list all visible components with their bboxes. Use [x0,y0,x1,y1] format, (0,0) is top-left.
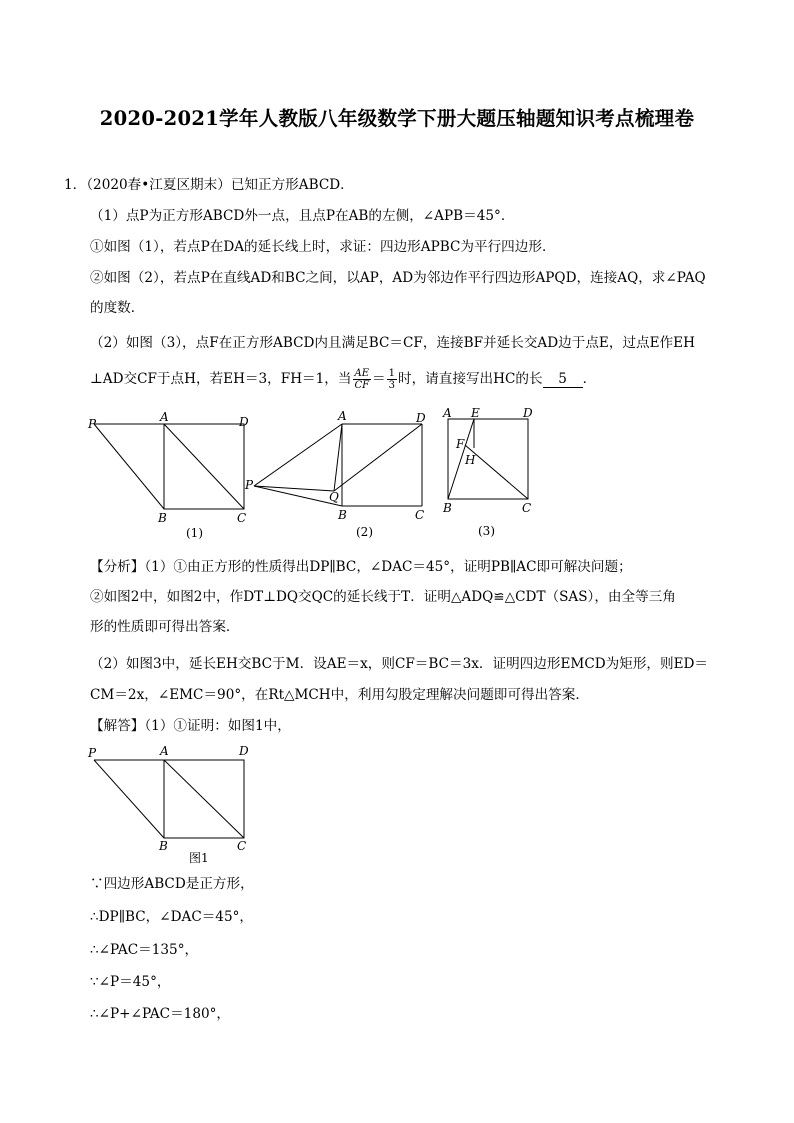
fig2-caption: (2) [356,525,373,539]
fig4-label-p: P [88,746,97,760]
fig3-label-b: B [443,501,452,515]
figure-1 [84,412,254,542]
fig2-label-c: C [415,508,425,522]
figure-2 [242,408,432,543]
fig2-label-a: A [338,409,347,423]
fig2-label-q: Q [329,490,339,504]
fraction-equals: ＝ [372,371,386,387]
fraction2-denominator: 3 [388,380,395,391]
fig3-label-a: A [443,406,452,420]
part2-text-b: 时，请直接写出HC的长 [398,371,543,387]
fig1-label-c: C [237,511,247,525]
problem-part1b-line2: 的度数． [90,300,145,316]
fig4-label-c: C [237,839,247,853]
solution-step1: ∵四边形ABCD是正方形， [90,876,254,892]
fig3-label-c: C [522,501,532,515]
solution-line1 [90,716,291,736]
fig1-label-b: B [158,511,167,525]
fraction2-numerator: 1 [388,368,395,379]
problem-part2-line1: （2）如图（3），点F在正方形ABCD内且满足BC＝CF，连接BF并延长交AD边于点E，过点E作EH [90,335,695,351]
solution-step3: ∴∠PAC＝135°， [90,942,199,958]
fraction-numerator: AE [354,368,370,379]
figure-3 [440,405,540,540]
fig1-label-p: P [88,417,97,431]
fig3-label-h: H [465,453,476,467]
fig4-label-b: B [159,839,168,853]
fig1-label-d: D [239,415,249,429]
solution-step5: ∴∠P+∠PAC＝180°， [90,1006,231,1022]
fig1-label-a: A [160,412,169,424]
analysis-line2: ②如图2中，如图2中，作DT⊥DQ交QC的延长线于T．证明△ADQ≌△CDT（SAS），由全等三角 [90,589,676,605]
fig4-label-d: D [239,744,249,758]
analysis-tag: 【分析】 [90,559,145,575]
analysis-line1 [90,557,632,577]
problem-source: （2020春•江夏区期末）已知正方形ABCD． [86,177,354,193]
fig1-caption: (1) [186,526,203,540]
fig2-label-p: P [245,478,254,492]
problem-part1: （1）点P为正方形ABCD外一点，且点P在AB的左侧，∠APB＝45°． [90,208,515,224]
problem-number: 1． [64,177,87,193]
fig4-label-a: A [160,744,169,758]
fraction-ae-cf [353,368,372,391]
fig3-caption: (3) [478,524,495,538]
part2-text-a: ⊥AD交CF于点H，若EH＝3，FH＝1，当 [90,371,352,387]
part2-text-c: ． [582,371,597,387]
solution-text-1: （1）①证明：如图1中， [144,718,291,734]
problem-header [64,175,354,195]
fig2-label-d: D [416,411,426,425]
analysis-line4: （2）如图3中，延长EH交BC于M．设AE＝x，则CF＝BC＝3x．证明四边形EMCD为矩形，则ED＝ [90,656,709,672]
solution-tag: 【解答】 [90,718,145,734]
fraction-one-third [387,368,397,391]
figure-solution-1 [84,740,254,868]
fraction-denominator: CF [354,380,370,391]
problem-part2-line2 [90,368,596,391]
fig3-label-d: D [523,406,533,420]
analysis-text-1: （1）①由正方形的性质得出DP∥BC，∠DAC＝45°，证明PB∥AC即可解决问题； [144,559,632,575]
analysis-line3: 形的性质即可得出答案． [90,619,240,635]
answer-blank: 5 [543,372,583,388]
analysis-line5: CM＝2x，∠EMC＝90°，在Rt△MCH中，利用勾股定理解决问题即可得出答案． [90,687,589,703]
problem-part1b-line1: ②如图（2），若点P在直线AD和BC之间，以AP，AD为邻边作平行四边形APQD，连接AQ，求∠PAQ [90,270,706,286]
fig3-label-f: F [456,437,465,451]
fig3-label-e: E [471,406,480,420]
problem-part1a: ①如图（1），若点P在DA的延长线上时，求证：四边形APBC为平行四边形． [90,239,556,255]
solution-step4: ∵∠P＝45°， [90,974,171,990]
page-title: 2020-2021学年人教版八年级数学下册大题压轴题知识考点梳理卷 [99,107,695,130]
fig2-label-b: B [338,508,347,522]
fig4-caption: 图1 [189,851,209,865]
solution-step2: ∴DP∥BC，∠DAC＝45°， [90,909,253,925]
